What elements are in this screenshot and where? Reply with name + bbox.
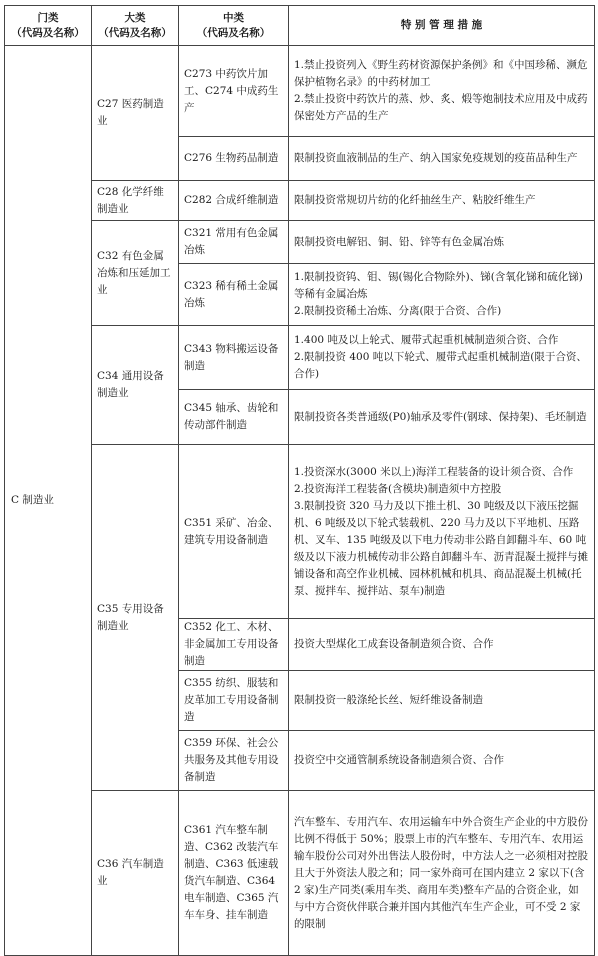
middle-cell: C352 化工、木材、非金属加工专用设备制造	[179, 619, 289, 671]
header-major: 大类 （代码及名称）	[92, 6, 179, 46]
measure-line: 1.投资深水(3000 米以上)海洋工程装备的设计须合资、合作	[294, 465, 574, 478]
measure-line: 1.400 吨及以上轮式、履带式起重机械制造须合资、合作	[294, 334, 559, 346]
table-row	[5, 326, 595, 390]
table-row	[5, 791, 595, 956]
table-row	[5, 46, 595, 137]
measure-cell	[289, 46, 595, 137]
table-row	[5, 181, 595, 221]
measure-cell	[289, 731, 595, 791]
measure-cell	[289, 221, 595, 264]
measure-cell	[289, 181, 595, 221]
measure-cell	[289, 137, 595, 181]
table-header-row	[5, 6, 595, 46]
major-cell: C27 医药制造业	[92, 46, 179, 181]
middle-cell: C351 采矿、冶金、建筑专用设备制造	[179, 445, 289, 619]
measure-line: 2.限制投资 400 吨以下轮式、履带式起重机械制造(限于合资、合作)	[294, 351, 587, 380]
measure-cell	[289, 619, 595, 671]
middle-cell: C359 环保、社会公共服务及其他专用设备制造	[179, 731, 289, 791]
measure-line: 限制投资血液制品的生产、纳入国家免疫规划的疫苗品种生产	[294, 152, 578, 164]
measure-line: 限制投资一般涤纶长丝、短纤维设备制造	[294, 694, 483, 706]
measure-line: 2.投资海洋工程装备(含模块)制造须中方控股	[294, 482, 502, 495]
measure-line: 限制投资常规切片纺的化纤抽丝生产、粘胶纤维生产	[294, 194, 536, 206]
measure-cell	[289, 671, 595, 731]
measure-line: 1.限制投资钨、钼、锡(锡化合物除外)、锑(含氧化锑和硫化锑)等稀有金属冶炼	[294, 271, 583, 300]
measure-cell	[289, 390, 595, 445]
middle-cell: C345 轴承、齿轮和传动部件制造	[179, 390, 289, 445]
measure-line: 限制投资各类普通级(P0)轴承及零件(钢球、保持架)、毛坯制造	[294, 410, 587, 423]
measure-line: 限制投资电解铝、铜、铅、锌等有色金属冶炼	[294, 235, 504, 248]
major-cell: C32 有色金属冶炼和压延加工业	[92, 221, 179, 326]
header-door: 门类 （代码及名称）	[5, 6, 92, 46]
measure-line: 投资大型煤化工成套设备制造须合资、合作	[294, 638, 494, 650]
measure-cell	[289, 264, 595, 326]
middle-cell: C323 稀有稀土金属冶炼	[179, 264, 289, 326]
measure-line: 1.禁止投资列入《野生药材资源保护条例》和《中国珍稀、濒危保护植物名录》的中药材加工	[294, 59, 588, 88]
table-row	[5, 445, 595, 619]
measure-cell	[289, 445, 595, 619]
measure-line: 2.禁止投资中药饮片的蒸、炒、炙、煅等炮制技术应用及中成药保密处方产品的生产	[294, 93, 588, 122]
major-cell: C28 化学纤维制造业	[92, 181, 179, 221]
middle-cell: C321 常用有色金属冶炼	[179, 221, 289, 264]
measure-cell	[289, 326, 595, 390]
table-row	[5, 221, 595, 264]
middle-cell: C361 汽车整车制造、C362 改装汽车制造、C363 低速载货汽车制造、C364 电车制造、C365 汽车车身、挂车制造	[179, 791, 289, 956]
header-middle: 中类 （代码及名称）	[179, 6, 289, 46]
special-measures-table	[4, 5, 595, 956]
measure-cell	[289, 791, 595, 956]
header-measures: 特 别 管 理 措 施	[289, 6, 595, 46]
measure-line: 投资空中交通管制系统设备制造须合资、合作	[294, 754, 504, 766]
measure-line: 2.限制投资稀土冶炼、分离(限于合资、合作)	[294, 305, 502, 317]
major-cell: C36 汽车制造业	[92, 791, 179, 956]
major-cell: C34 通用设备制造业	[92, 326, 179, 445]
door-cell: C 制造业	[5, 46, 92, 956]
measure-line: 汽车整车、专用汽车、农用运输车中外合资生产企业的中方股份比例不得低于 50%；股票上市的汽车整车、专用汽车、农用运输车股份公司对外出售法人股份时，中方法人之一必须相对控股且大于外资法人股之和；同一家外商可在国内建立 2 家以下(含 2 家)生产同类(乘用车类、商用车类)整车产品的合资企业，如与中方合资伙伴联合兼并国内其他汽车生产企业，可不受 2 家的限制	[294, 815, 588, 930]
measure-line: 3.限制投资 320 马力及以下推土机、30 吨级及以下液压挖掘机、6 吨级及以下轮式装载机、220 马力及以下平地机、压路机、叉车、135 吨级及以下电力传动非公路自卸翻斗车、60 吨级及以下液力机械传动非公路自卸翻斗车、沥青混凝土搅拌与摊铺设备和高空作业机械、园林机械和机具、商品混凝土机械(托泵、搅拌车、搅拌站、泵车)制造	[294, 499, 588, 597]
middle-cell: C282 合成纤维制造	[179, 181, 289, 221]
middle-cell: C355 纺织、服装和皮革加工专用设备制造	[179, 671, 289, 731]
middle-cell: C273 中药饮片加工、C274 中成药生产	[179, 46, 289, 137]
major-cell: C35 专用设备制造业	[92, 445, 179, 791]
middle-cell: C343 物料搬运设备制造	[179, 326, 289, 390]
middle-cell: C276 生物药品制造	[179, 137, 289, 181]
